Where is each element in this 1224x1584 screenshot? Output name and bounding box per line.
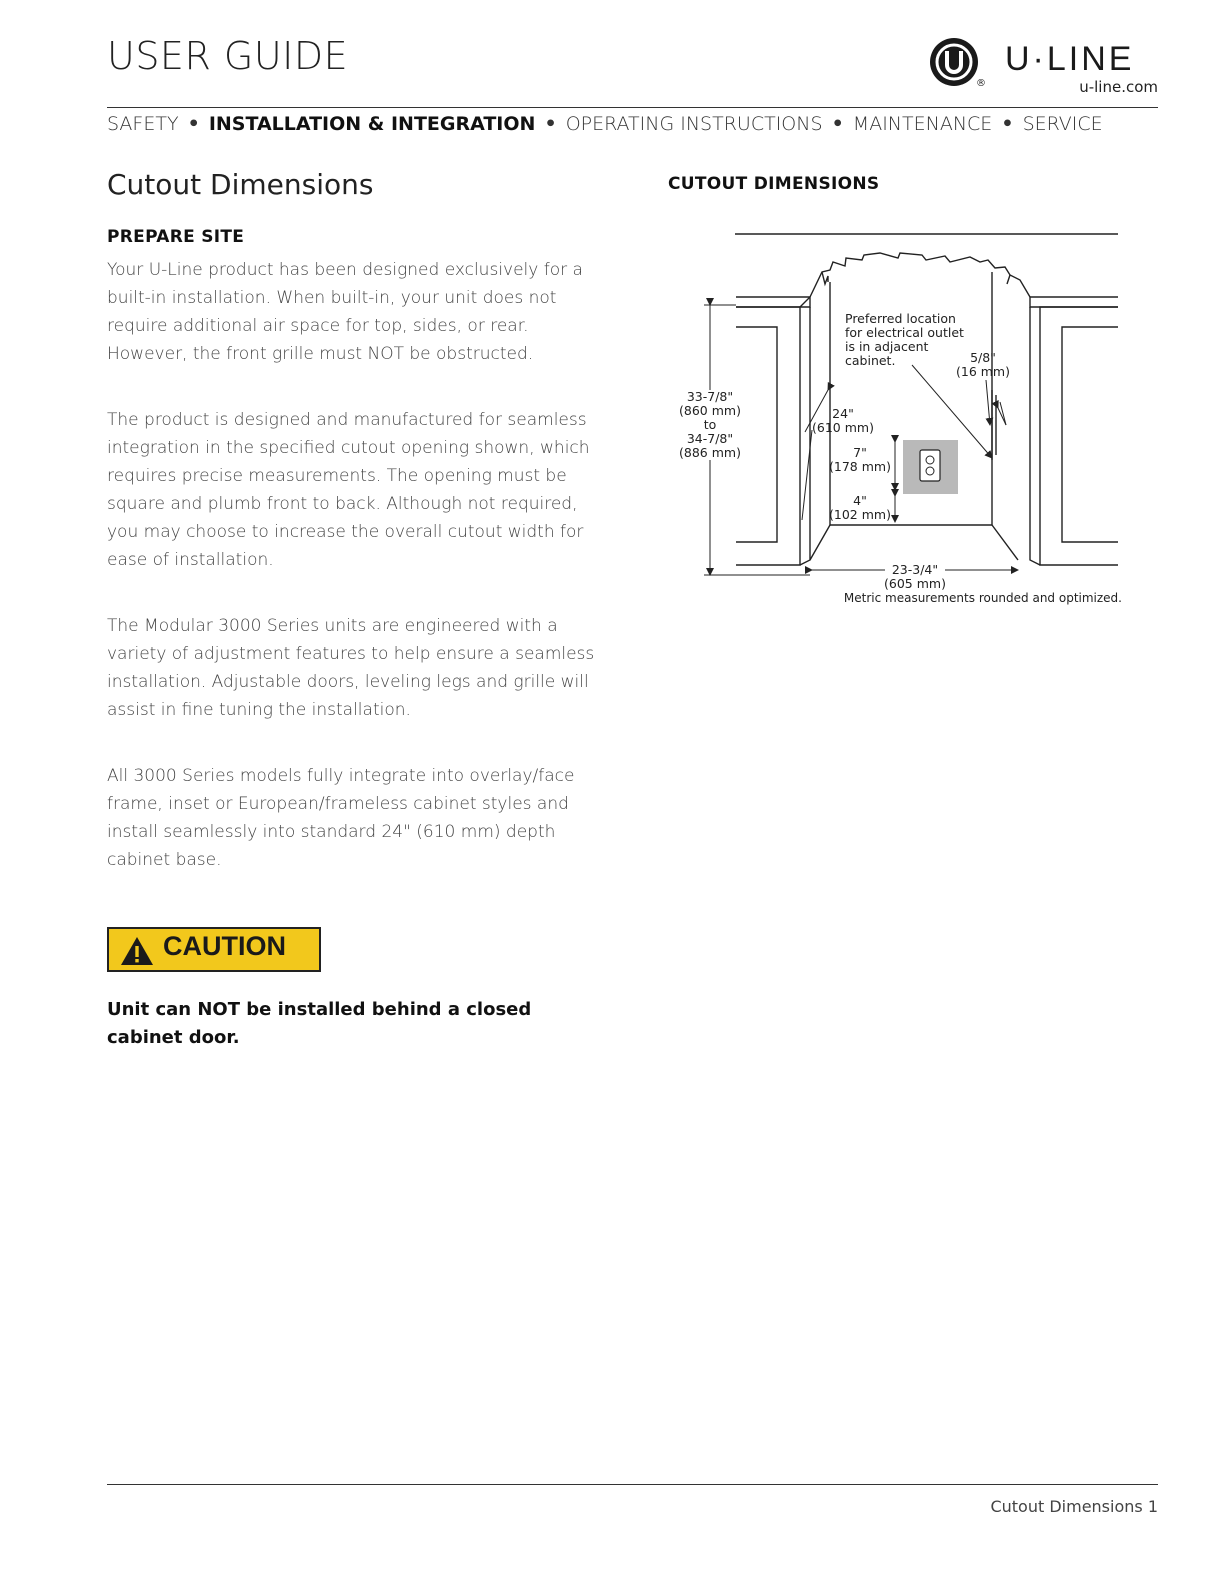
u-line-logo-icon — [928, 36, 982, 90]
height-label: to — [703, 417, 717, 432]
height-label: (886 mm) — [679, 445, 741, 460]
countertop-break — [810, 253, 1030, 297]
paragraph-3: The Modular 3000 Series units are engineered with a variety of adjustment features to help ensure a seamless installation. Adjustable doors, leveling legs and grille will assist in fine tuning the installation. — [107, 616, 595, 720]
depth-label: (610 mm) — [812, 420, 874, 435]
figure-title: CUTOUT DIMENSIONS — [668, 174, 880, 194]
outlet-offset-label: 4" — [853, 493, 867, 508]
registered-mark: ® — [976, 78, 986, 89]
nav-item-installation: INSTALLATION & INTEGRATION — [208, 113, 536, 135]
logo-wordmark: U·LINE — [1005, 40, 1135, 78]
outlet-note-line: for electrical outlet — [845, 325, 964, 340]
outlet-height-label: 7" — [853, 445, 867, 460]
outlet-note-line: Preferred location — [845, 311, 956, 326]
section-title: Cutout Dimensions — [107, 168, 374, 201]
warning-text: Unit can NOT be installed behind a closed cabinet door. — [107, 999, 532, 1048]
nav-separator: • — [544, 113, 557, 135]
height-label: 34-7/8" — [686, 431, 734, 446]
nav-item-operating: OPERATING INSTRUCTIONS — [565, 113, 823, 135]
nav-item-service: SERVICE — [1022, 113, 1103, 135]
nav-separator: • — [187, 113, 200, 135]
inset-label: 5/8" — [970, 350, 996, 365]
section-nav — [107, 113, 1158, 135]
outlet-note-line: is in adjacent — [845, 339, 929, 354]
electrical-outlet-icon — [903, 440, 958, 494]
header-rule — [107, 107, 1158, 108]
left-cabinet — [736, 297, 810, 565]
right-cabinet — [1030, 297, 1118, 565]
outlet-height-label: (178 mm) — [829, 459, 891, 474]
inset-label: (16 mm) — [956, 364, 1010, 379]
logo-url: u-line.com — [1079, 78, 1158, 96]
width-label: 23-3/4" — [891, 562, 939, 577]
metric-note: Metric measurements rounded and optimized. — [843, 591, 1122, 605]
width-label: (605 mm) — [884, 576, 946, 591]
paragraph-2: The product is designed and manufactured for seamless integration in the specified cutout opening shown, which requires precise measurements. The opening must be square and plumb front to back. Although not required, you may choose to increase the overall cutout width for ease of installation. — [107, 410, 590, 570]
cutout-diagram — [670, 220, 1140, 620]
sub-heading: PREPARE SITE — [107, 227, 245, 247]
depth-label: 24" — [832, 406, 854, 421]
paragraph-1: Your U-Line product has been designed exclusively for a built-in installation. When built-in, your unit does not require additional air space for top, sides, or rear. However, the front grille must NOT be obstructed. — [107, 260, 583, 364]
warning-triangle-icon — [119, 935, 155, 967]
document-title: USER GUIDE — [107, 34, 349, 78]
footer-page-label: Cutout Dimensions 1 — [990, 1497, 1158, 1516]
paragraph-4: All 3000 Series models fully integrate into overlay/face frame, inset or European/frameless cabinet styles and install seamlessly into standard 24" (610 mm) depth cabinet base. — [107, 766, 575, 870]
outlet-note-line: cabinet. — [845, 353, 896, 368]
footer-rule — [107, 1484, 1158, 1485]
caution-badge — [107, 927, 321, 972]
outlet-offset-label: (102 mm) — [829, 507, 891, 522]
nav-item-maintenance: MAINTENANCE — [852, 113, 993, 135]
nav-separator: • — [1001, 113, 1014, 135]
height-label: 33-7/8" — [686, 389, 734, 404]
height-label: (860 mm) — [679, 403, 741, 418]
caution-label: CAUTION — [163, 931, 286, 961]
nav-item-safety: SAFETY — [107, 113, 179, 135]
nav-separator: • — [831, 113, 844, 135]
